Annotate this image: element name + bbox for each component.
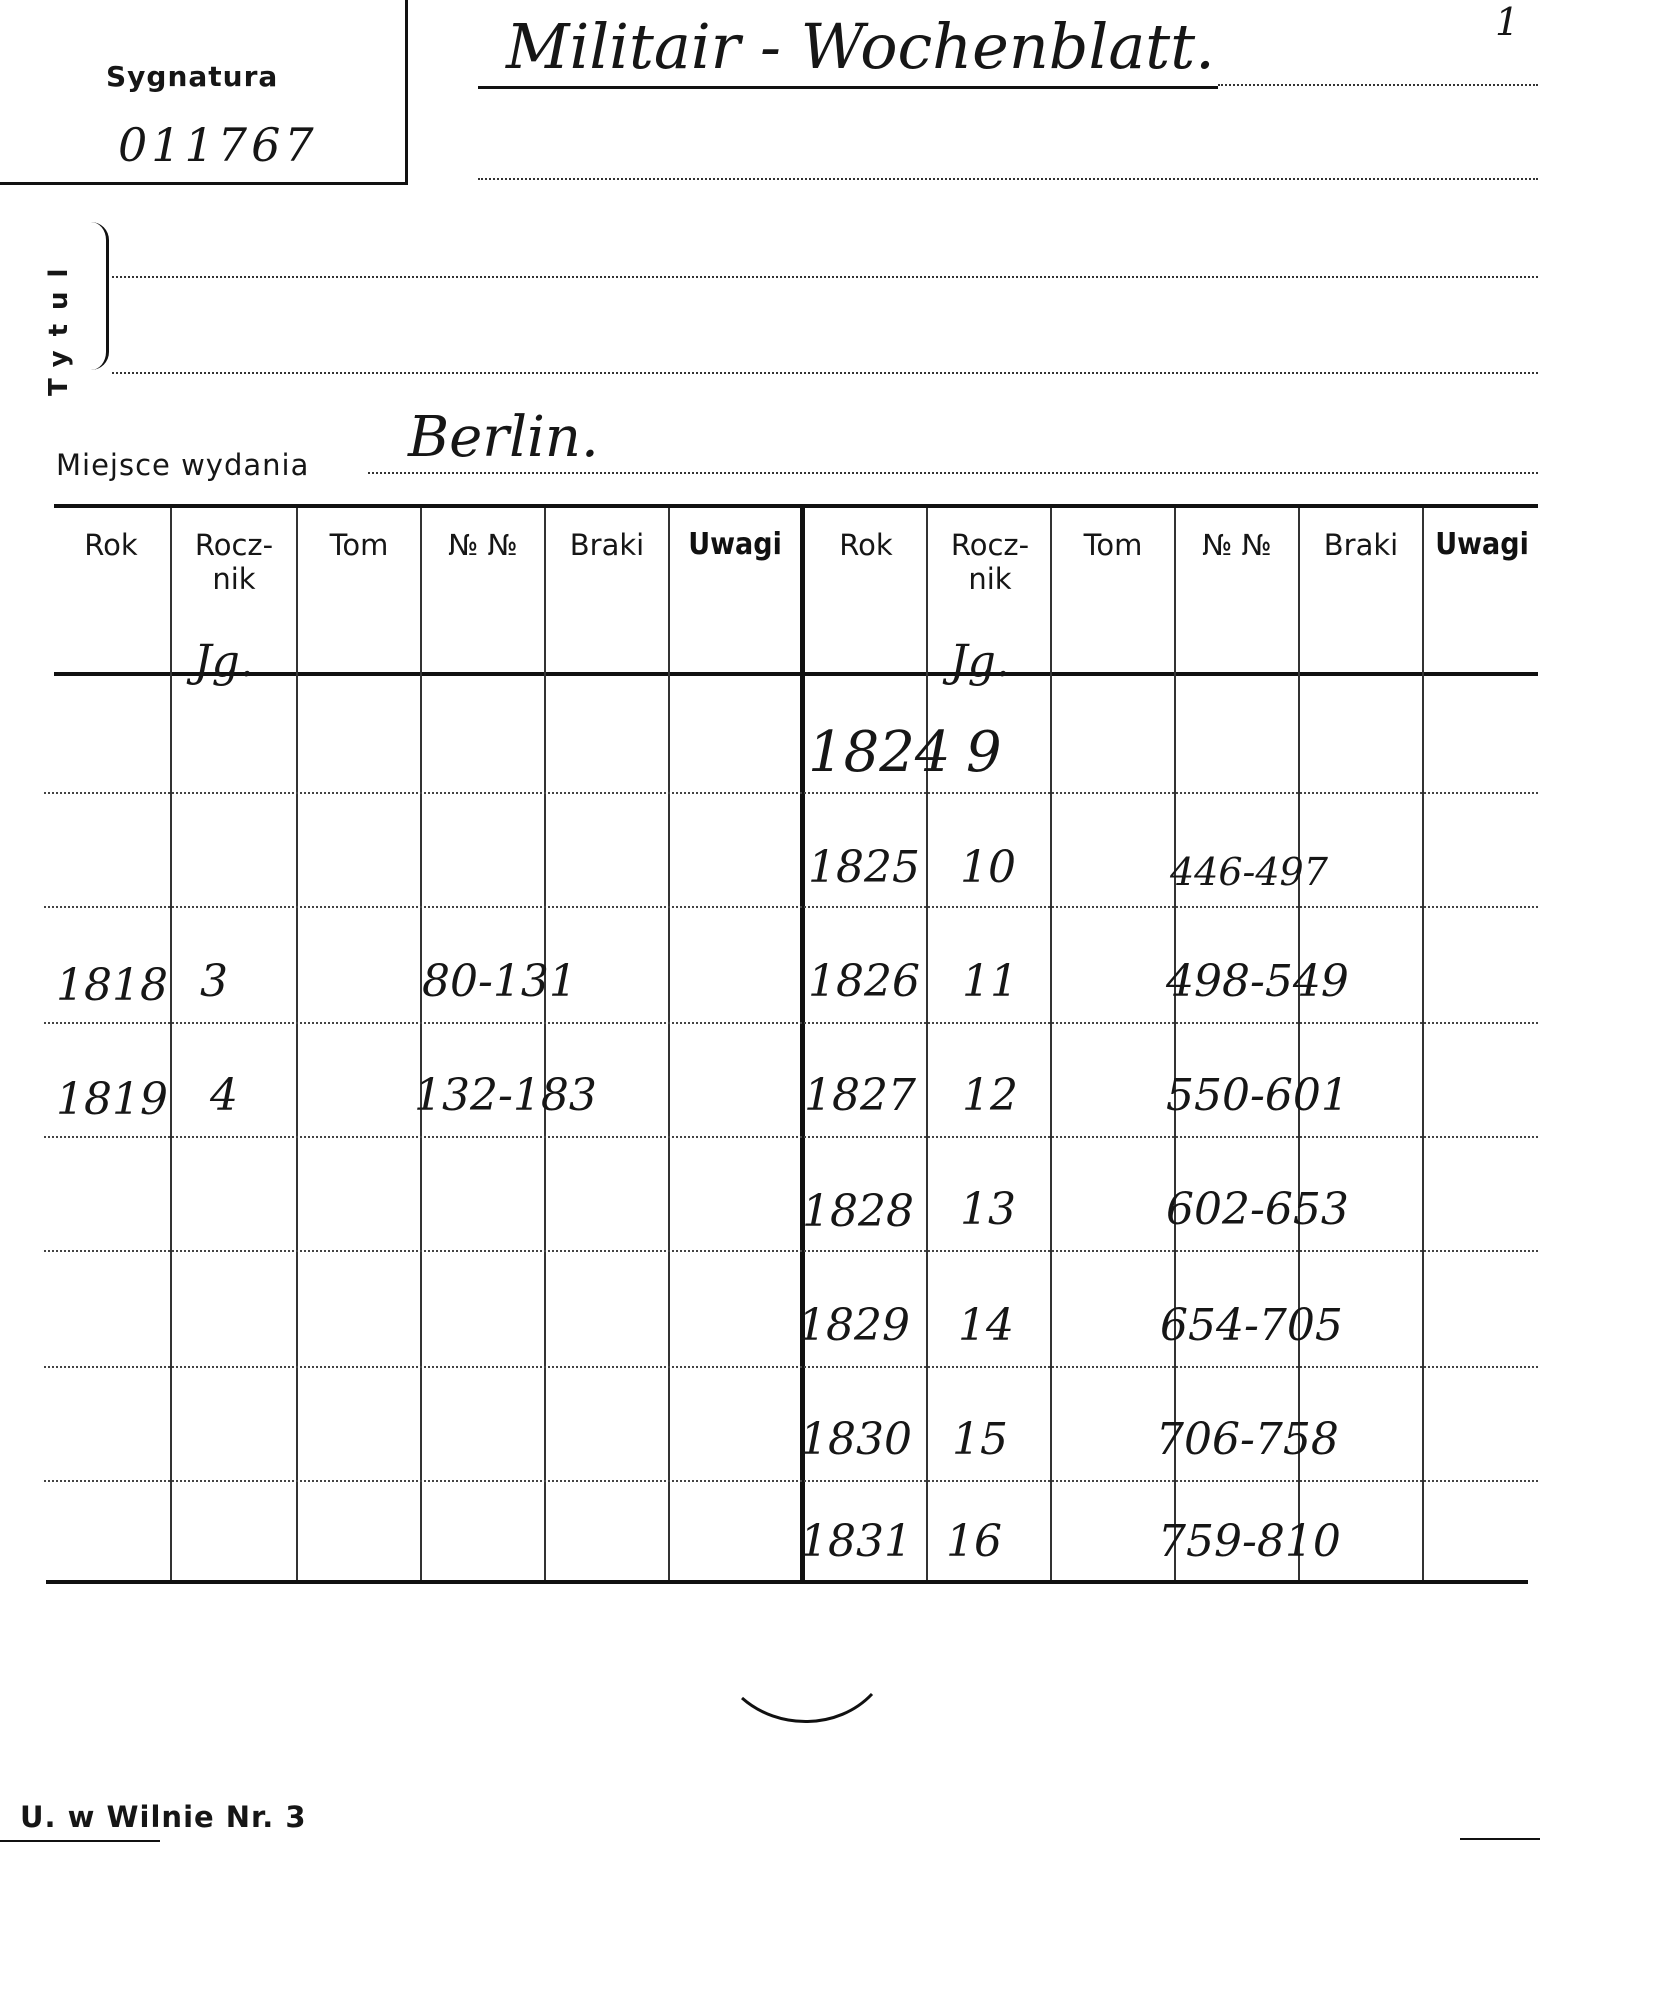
row-separator	[44, 1480, 1538, 1482]
publication-title: Militair - Wochenblatt.	[506, 10, 1215, 83]
right-row-rok: 1830	[800, 1414, 912, 1465]
page-number: 1	[1495, 0, 1520, 44]
left-row-rocznik: 3	[200, 956, 228, 1007]
tytul-brace	[88, 222, 109, 370]
rocznik-note-right: Jg.	[950, 636, 1010, 687]
tytul-dotted-line-2	[112, 372, 1538, 374]
row-separator	[44, 792, 1538, 794]
row-separator	[44, 1366, 1538, 1368]
header-rok-left: Rok	[84, 528, 138, 562]
right-row-rok: 1827	[804, 1070, 916, 1121]
left-row-rok: 1818	[56, 960, 168, 1011]
header-rocznik-left: Rocz- nik	[194, 528, 274, 596]
left-row-rocznik: 4	[210, 1070, 238, 1121]
header-rok-right: Rok	[839, 528, 893, 562]
tytul-label: Tytul	[44, 254, 74, 396]
place-dotted-line	[368, 472, 1538, 474]
footer-rule-right	[1460, 1838, 1540, 1840]
place-value: Berlin.	[408, 405, 599, 470]
row-separator	[44, 1136, 1538, 1138]
col-divider	[170, 508, 172, 1580]
right-row-numbers: 446-497	[1170, 850, 1328, 894]
right-row-rok: 1825	[808, 842, 920, 893]
header-tom-left: Tom	[329, 528, 389, 562]
footer-rule	[0, 1840, 160, 1842]
col-divider	[668, 508, 670, 1580]
signature-value: 011767	[118, 118, 318, 172]
right-row-rok: 1829	[798, 1300, 910, 1351]
right-row-numbers: 706-758	[1156, 1414, 1339, 1465]
col-divider	[296, 508, 298, 1580]
right-row-numbers: 602-653	[1166, 1184, 1349, 1235]
header-uwagi-left: Uwagi	[688, 527, 782, 562]
right-row-rocznik: 15	[952, 1414, 1008, 1465]
left-row-rok: 1819	[56, 1074, 168, 1125]
left-row-numbers: 80-131	[422, 956, 577, 1007]
col-divider	[420, 508, 422, 1580]
place-label: Miejsce wydania	[56, 448, 310, 482]
right-row-rocznik: 14	[958, 1300, 1014, 1351]
header-uwagi-right: Uwagi	[1435, 527, 1529, 562]
col-divider	[1422, 508, 1424, 1580]
row-separator	[44, 1250, 1538, 1252]
right-row-rok: 1828	[802, 1186, 914, 1237]
row-separator	[44, 906, 1538, 908]
right-row-rocznik: 11	[962, 956, 1018, 1007]
title-dotted-line-2	[478, 178, 1538, 180]
stamp-arc-mark	[738, 1690, 878, 1750]
right-row-rocznik: 10	[960, 842, 1016, 893]
col-divider	[544, 508, 546, 1580]
header-braki-right: Braki	[1323, 528, 1399, 562]
signature-label: Sygnatura	[106, 60, 279, 93]
right-row-numbers: 550-601	[1166, 1070, 1349, 1121]
rocznik-note-left: Jg.	[194, 636, 254, 687]
title-dotted-line-1	[1218, 84, 1538, 86]
col-divider	[926, 508, 928, 1580]
row-separator	[44, 1022, 1538, 1024]
header-numbers-left: № №	[448, 528, 518, 562]
right-row-rocznik: 16	[946, 1516, 1002, 1567]
header-numbers-right: № №	[1202, 528, 1272, 562]
table-header-rule	[54, 672, 1538, 676]
right-row-rocznik: 9	[966, 720, 1002, 785]
right-row-numbers: 654-705	[1160, 1300, 1343, 1351]
right-row-rocznik: 12	[962, 1070, 1018, 1121]
left-row-numbers: 132-183	[414, 1070, 597, 1121]
header-tom-right: Tom	[1083, 528, 1143, 562]
right-row-numbers: 759-810	[1158, 1516, 1341, 1567]
right-row-rok: 1824	[808, 720, 951, 785]
footer-form-number: U. w Wilnie Nr. 3	[20, 1800, 307, 1834]
header-rocznik-right: Rocz- nik	[950, 528, 1030, 596]
right-row-rok: 1826	[808, 956, 920, 1007]
table-bottom-rule	[46, 1580, 1528, 1584]
right-row-rok: 1831	[800, 1516, 912, 1567]
title-underline	[478, 86, 1218, 89]
tytul-dotted-line-1	[112, 276, 1538, 278]
table-top-rule	[54, 504, 1538, 508]
right-row-numbers: 498-549	[1166, 956, 1349, 1007]
col-divider	[1050, 508, 1052, 1580]
right-row-rocznik: 13	[960, 1184, 1016, 1235]
header-braki-left: Braki	[569, 528, 645, 562]
